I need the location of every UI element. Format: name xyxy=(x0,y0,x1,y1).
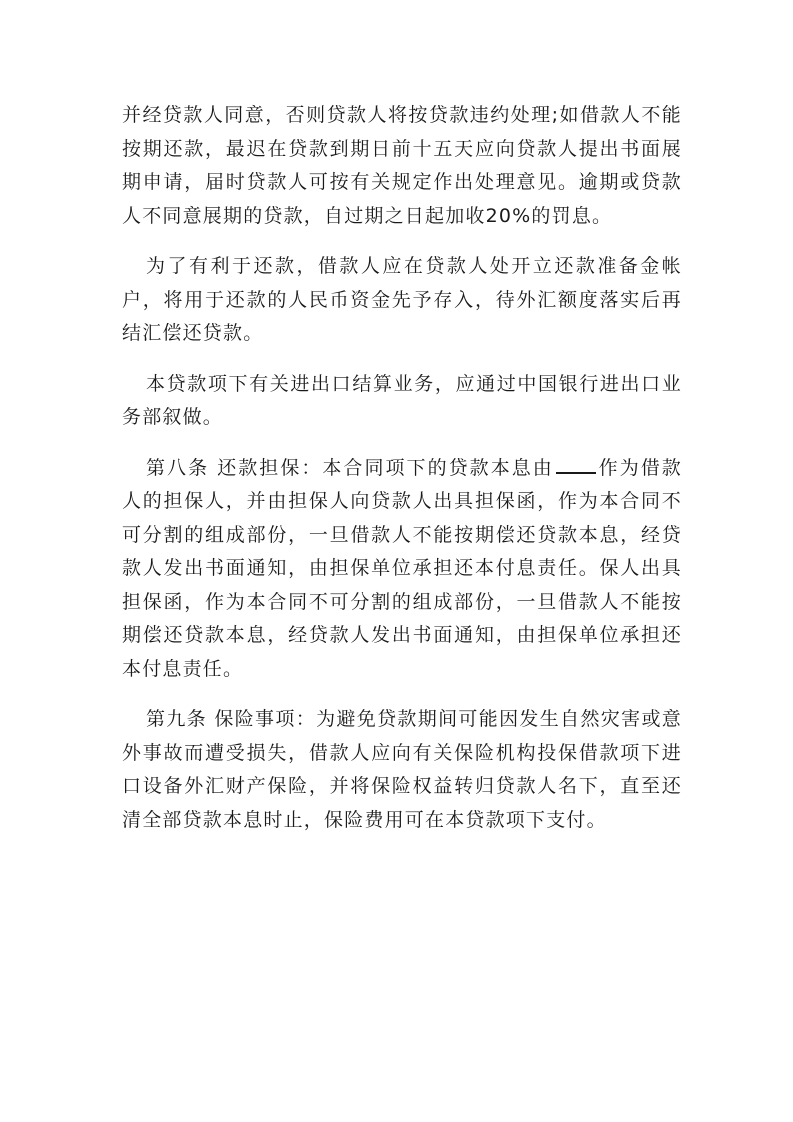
paragraph-settlement: 本贷款项下有关进出口结算业务，应通过中国银行进出口业务部叙做。 xyxy=(122,372,682,428)
document-body xyxy=(122,99,682,854)
paragraph-repayment-account: 为了有利于还款，借款人应在贷款人处开立还款准备金帐户，将用于还款的人民币资金先予存入，待外汇额度落实后再结汇偿还贷款。 xyxy=(122,255,682,344)
guarantor-blank-field xyxy=(556,454,596,474)
article-8-text-end: 作为借款人的担保人，并由担保人向贷款人出具担保函，作为本合同不可分割的组成部份，一旦借款人不能按期偿还贷款本息，经贷款人发出书面通知，由担保单位承担还本付息责任。保人出具担保函，作为本合同不可分割的组成部份，一旦借款人不能按期偿还贷款本息，经贷款人发出书面通知，由担保单位承担还本付息责任。 xyxy=(122,456,682,680)
article-8-repayment-guarantee xyxy=(122,452,682,687)
article-8-text-start: 第八条 还款担保：本合同项下的贷款本息由 xyxy=(146,456,554,479)
article-9-insurance: 第九条 保险事项：为避免贷款期间可能因发生自然灾害或意外事故而遭受损失，借款人应向有关保险机构投保借款项下进口设备外汇财产保险，并将保险权益转归贷款人名下，直至还清全部贷款本息时止，保险费用可在本贷款项下支付。 xyxy=(122,708,682,831)
paragraph-extension-terms: 并经贷款人同意，否则贷款人将按贷款违约处理;如借款人不能按期还款，最迟在贷款到期日前十五天应向贷款人提出书面展期申请，届时贷款人可按有关规定作出处理意见。逾期或贷款人不同意展期的贷款，自过期之日起加收20%的罚息。 xyxy=(122,104,682,227)
